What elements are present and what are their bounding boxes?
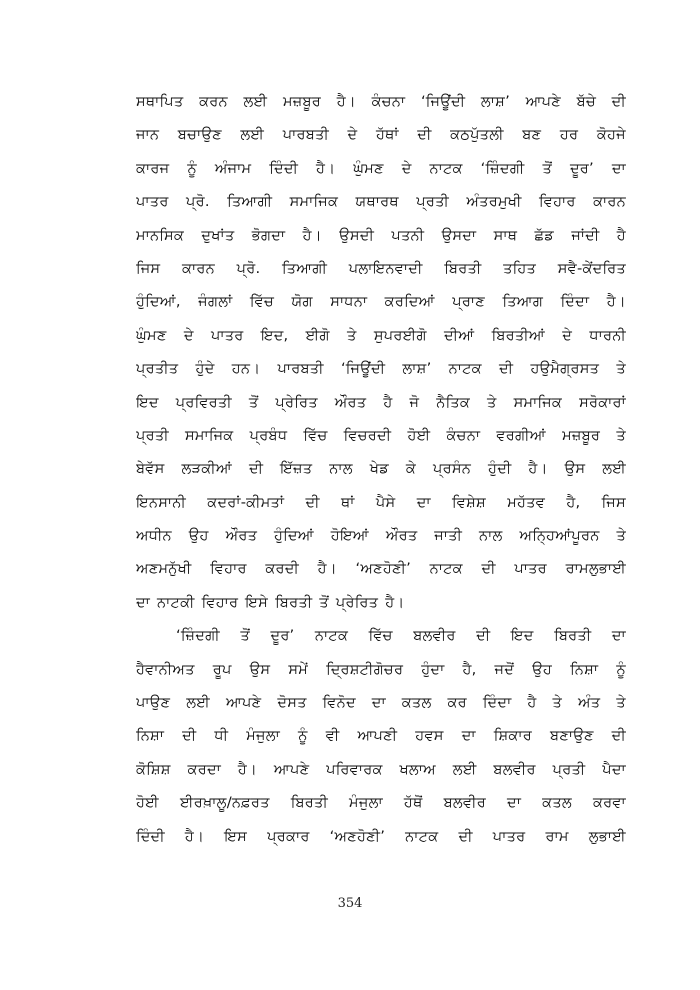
text-line: ਇਦ ਪ੍ਰਵਿਰਤੀ ਤੋਂ ਪ੍ਰੇਰਿਤ ਔਰਤ ਹੈ ਜੋ ਨੈਤਿਕ ਤੇ ਸਮਾਜਿਕ ਸਰੋਕਾਰਾਂ [136, 393, 626, 411]
text-line: ਹੈਵਾਨੀਅਤ ਰੂਪ ਉਸ ਸਮੇਂ ਦ੍ਰਿਸ਼ਟੀਗੋਚਰ ਹੁੰਦਾ ਹੈ, ਜਦੋਂ ਉਹ ਨਿਸ਼ਾ ਨੂੰ [136, 660, 626, 678]
text-line: ਸਥਾਪਿਤ ਕਰਨ ਲਈ ਮਜ਼ਬੂਰ ਹੈ। ਕੰਚਨਾ ‘ਜਿਊਂਦੀ ਲਾਸ਼’ ਆਪਣੇ ਬੱਚੇ ਦੀ [136, 93, 626, 110]
text-line: ਕਾਰਜ ਨੂੰ ਅੰਜਾਮ ਦਿੰਦੀ ਹੈ। ਘੁੰਮਣ ਦੇ ਨਾਟਕ ‘ਜ਼ਿੰਦਗੀ ਤੋਂ ਦੂਰ’ ਦਾ [136, 159, 626, 177]
text-line: ਅਧੀਨ ਉਹ ਔਰਤ ਹੁੰਦਿਆਂ ਹੋਇਆਂ ਔਰਤ ਜਾਤੀ ਨਾਲ ਅਨ੍ਹਿਆਂਪੂਰਨ ਤੇ [136, 527, 626, 545]
text-line: ਘੁੰਮਣ ਦੇ ਪਾਤਰ ਇਦ, ਈਗੋ ਤੇ ਸੁਪਰਈਗੋ ਦੀਆਂ ਬਿਰਤੀਆਂ ਦੇ ਧਾਰਨੀ [136, 326, 626, 344]
text-line: ਦਿੰਦੀ ਹੈ। ਇਸ ਪ੍ਰਕਾਰ ‘ਅਣਹੋਣੀ’ ਨਾਟਕ ਦੀ ਪਾਤਰ ਰਾਮ ਲੁਭਾਈ [136, 827, 626, 845]
text-line: ਮਾਨਸਿਕ ਦੁਖਾਂਤ ਭੋਗਦਾ ਹੈ। ਉਸਦੀ ਪਤਨੀ ਉਸਦਾ ਸਾਥ ਛੱਡ ਜਾਂਦੀ ਹੈ [136, 226, 626, 244]
text-line: ਜਾਨ ਬਚਾਉਣ ਲਈ ਪਾਰਬਤੀ ਦੇ ਹੱਥਾਂ ਦੀ ਕਠਪੁੱਤਲੀ ਬਣ ਹਰ ਕੋਹਜੇ [136, 126, 626, 144]
text-line: ਹੋਈ ਈਰਖ਼ਾਲੂ/ਨਫ਼ਰਤ ਬਿਰਤੀ ਮੰਜੁਲਾ ਹੱਥੋਂ ਬਲਵੀਰ ਦਾ ਕਤਲ ਕਰਵਾ [136, 794, 626, 812]
page-number: 354 [337, 896, 363, 911]
text-line: ਬੇਵੱਸ ਲੜਕੀਆਂ ਦੀ ਇੱਜ਼ਤ ਨਾਲ ਖੇਡ ਕੇ ਪ੍ਰਸੰਨ ਹੁੰਦੀ ਹੈ। ਉਸ ਲਈ [136, 460, 626, 478]
text-line: ਪਾਉਣ ਲਈ ਆਪਣੇ ਦੋਸਤ ਵਿਨੋਦ ਦਾ ਕਤਲ ਕਰ ਦਿੰਦਾ ਹੈ ਤੇ ਅੰਤ ਤੇ [136, 694, 626, 712]
text-line: ਦਾ ਨਾਟਕੀ ਵਿਹਾਰ ਇਸੇ ਬਿਰਤੀ ਤੋਂ ਪ੍ਰੇਰਿਤ ਹੈ। [136, 593, 405, 611]
body-text [136, 85, 626, 853]
text-line: ਇਨਸਾਨੀ ਕਦਰਾਂ-ਕੀਮਤਾਂ ਦੀ ਥਾਂ ਪੈਸੇ ਦਾ ਵਿਸ਼ੇਸ਼ ਮਹੱਤਵ ਹੈ, ਜਿਸ [136, 493, 626, 511]
text-line: ਪ੍ਰਤੀ ਸਮਾਜਿਕ ਪ੍ਰਬੰਧ ਵਿੱਚ ਵਿਚਰਦੀ ਹੋਈ ਕੰਚਨਾ ਵਰਗੀਆਂ ਮਜ਼ਬੂਰ ਤੇ [136, 426, 626, 444]
text-line: ਪਾਤਰ ਪ੍ਰੋ. ਤਿਆਗੀ ਸਮਾਜਿਕ ਯਥਾਰਥ ਪ੍ਰਤੀ ਅੰਤਰਮੁਖੀ ਵਿਹਾਰ ਕਾਰਨ [136, 193, 626, 211]
text-line: ‘ਜ਼ਿੰਦਗੀ ਤੋਂ ਦੂਰ’ ਨਾਟਕ ਵਿੱਚ ਬਲਵੀਰ ਦੀ ਇਦ ਬਿਰਤੀ ਦਾ [176, 627, 626, 645]
text-line: ਨਿਸ਼ਾ ਦੀ ਧੀ ਮੰਜੁਲਾ ਨੂੰ ਵੀ ਆਪਣੀ ਹਵਸ ਦਾ ਸ਼ਿਕਾਰ ਬਣਾਉਣ ਦੀ [136, 727, 626, 745]
text-line: ਜਿਸ ਕਾਰਨ ਪ੍ਰੋ. ਤਿਆਗੀ ਪਲਾਇਨਵਾਦੀ ਬਿਰਤੀ ਤਹਿਤ ਸਵੈ-ਕੇਂਦਰਿਤ [136, 259, 626, 277]
text-line: ਅਣਮਨੁੱਖੀ ਵਿਹਾਰ ਕਰਦੀ ਹੈ। ‘ਅਣਹੋਣੀ’ ਨਾਟਕ ਦੀ ਪਾਤਰ ਰਾਮਲੁਭਾਈ [136, 560, 626, 578]
text-line: ਹੁੰਦਿਆਂ, ਜੰਗਲਾਂ ਵਿੱਚ ਯੋਗ ਸਾਧਨਾ ਕਰਦਿਆਂ ਪ੍ਰਾਣ ਤਿਆਗ ਦਿੰਦਾ ਹੈ। [136, 293, 626, 311]
text-line: ਪ੍ਰਤੀਤ ਹੁੰਦੇ ਹਨ। ਪਾਰਬਤੀ ‘ਜਿਊਂਦੀ ਲਾਸ਼’ ਨਾਟਕ ਦੀ ਹਉਮੈਗ੍ਰਸਤ ਤੇ [136, 360, 626, 378]
text-line: ਕੋਸ਼ਿਸ਼ ਕਰਦਾ ਹੈ। ਆਪਣੇ ਪਰਿਵਾਰਕ ਖਲਾਅ ਲਈ ਬਲਵੀਰ ਪ੍ਰਤੀ ਪੈਦਾ [136, 760, 626, 778]
